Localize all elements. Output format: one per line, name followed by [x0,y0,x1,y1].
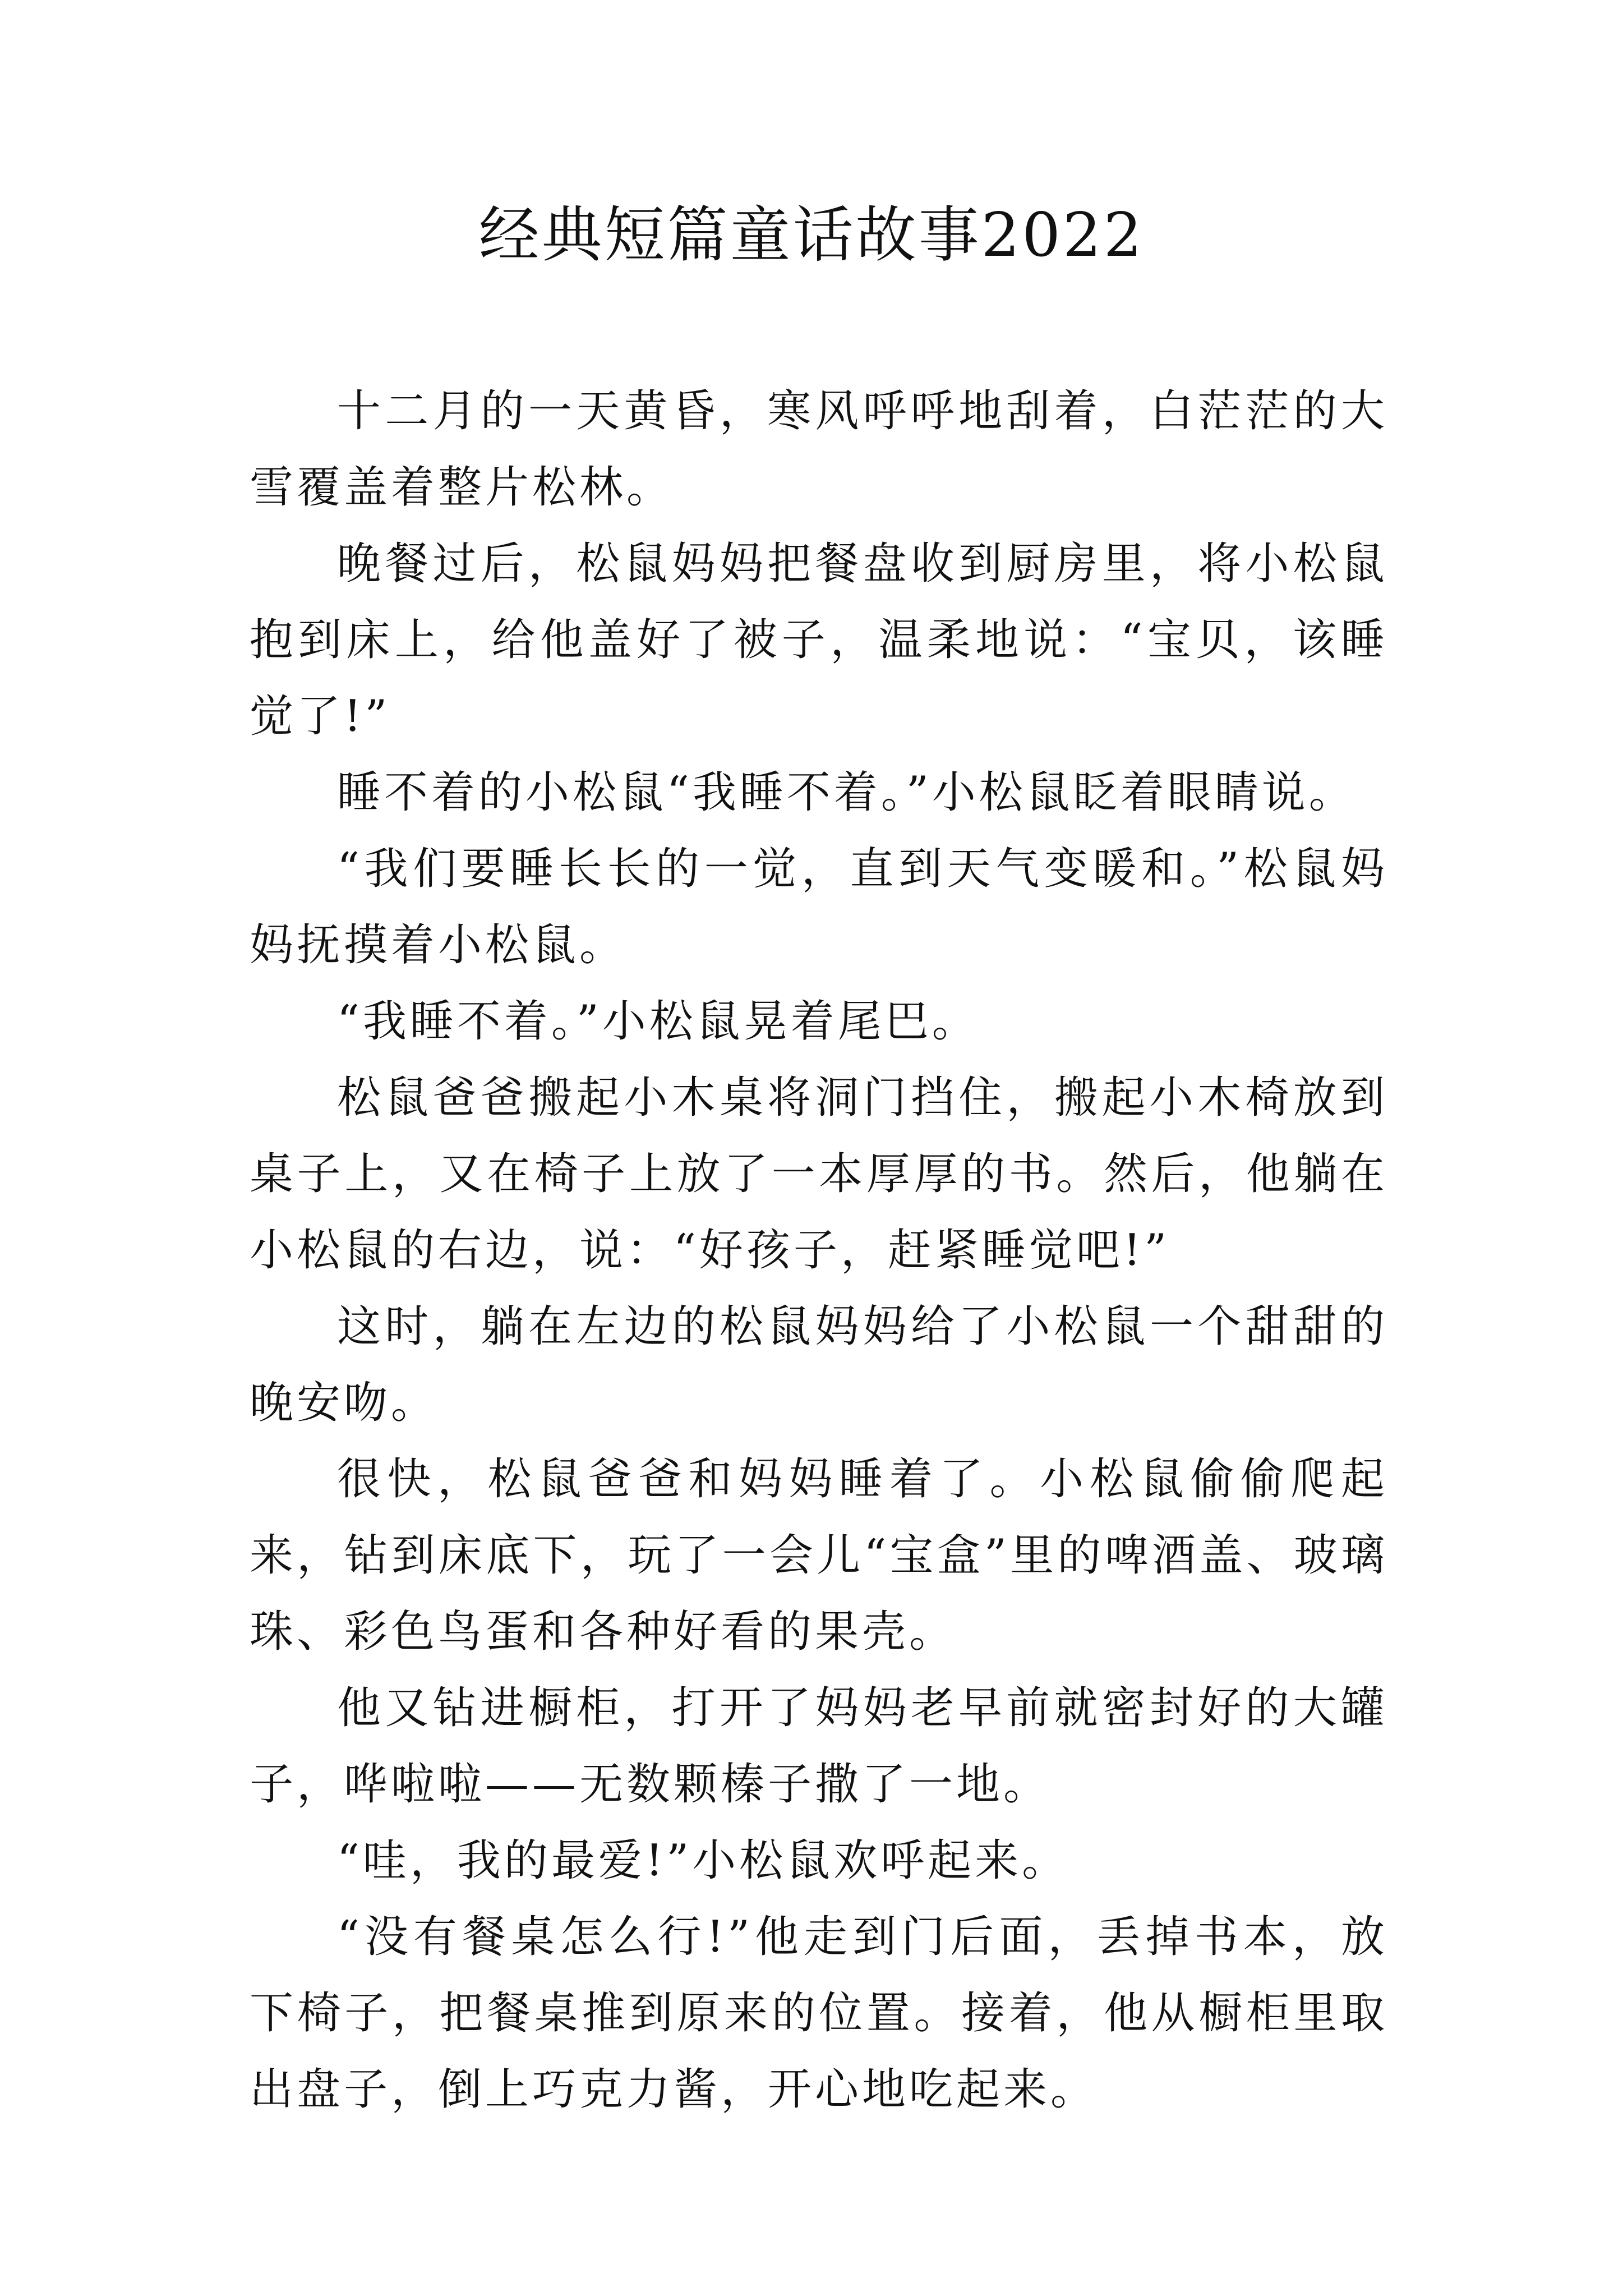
paragraph: “我们要睡长长的一觉，直到天气变暖和。”松鼠妈妈抚摸着小松鼠。 [250,844,1388,970]
paragraph: 他又钻进橱柜，打开了妈妈老早前就密封好的大罐子，哗啦啦——无数颗榛子撒了一地。 [250,1683,1388,1810]
paragraph: 睡不着的小松鼠“我睡不着。”小松鼠眨着眼睛说。 [337,767,1356,818]
paragraph: 松鼠爸爸搬起小木桌将洞门挡住，搬起小木椅放到桌子上，又在椅子上放了一本厚厚的书。然后，他躺在小松鼠的右边，说：“好孩子，赶紧睡觉吧!” [250,1073,1388,1276]
paragraph: “没有餐桌怎么行!”他走到门后面，丢掉书本，放下椅子，把餐桌推到原来的位置。接着，他从橱柜里取出盘子，倒上巧克力酱，开心地吃起来。 [250,1912,1388,2115]
paragraph: “哇，我的最爱!”小松鼠欢呼起来。 [337,1835,1069,1886]
document-title: 经典短篇童话故事2022 [478,200,1145,270]
paragraph: 这时，躺在左边的松鼠妈妈给了小松鼠一个甜甜的晚安吻。 [250,1301,1388,1428]
document-body [250,373,1388,2128]
paragraph: 晚餐过后，松鼠妈妈把餐盘收到厨房里，将小松鼠抱到床上，给他盖好了被子，温柔地说：“宝贝，该睡觉了!” [250,539,1388,742]
paragraph: “我睡不着。”小松鼠晃着尾巴。 [337,996,979,1047]
paragraph: 很快，松鼠爸爸和妈妈睡着了。小松鼠偷偷爬起来，钻到床底下，玩了一会儿“宝盒”里的啤酒盖、玻璃珠、彩色鸟蛋和各种好看的果壳。 [250,1454,1388,1657]
paragraph: 十二月的一天黄昏，寒风呼呼地刮着，白茫茫的大雪覆盖着整片松林。 [250,386,1388,513]
